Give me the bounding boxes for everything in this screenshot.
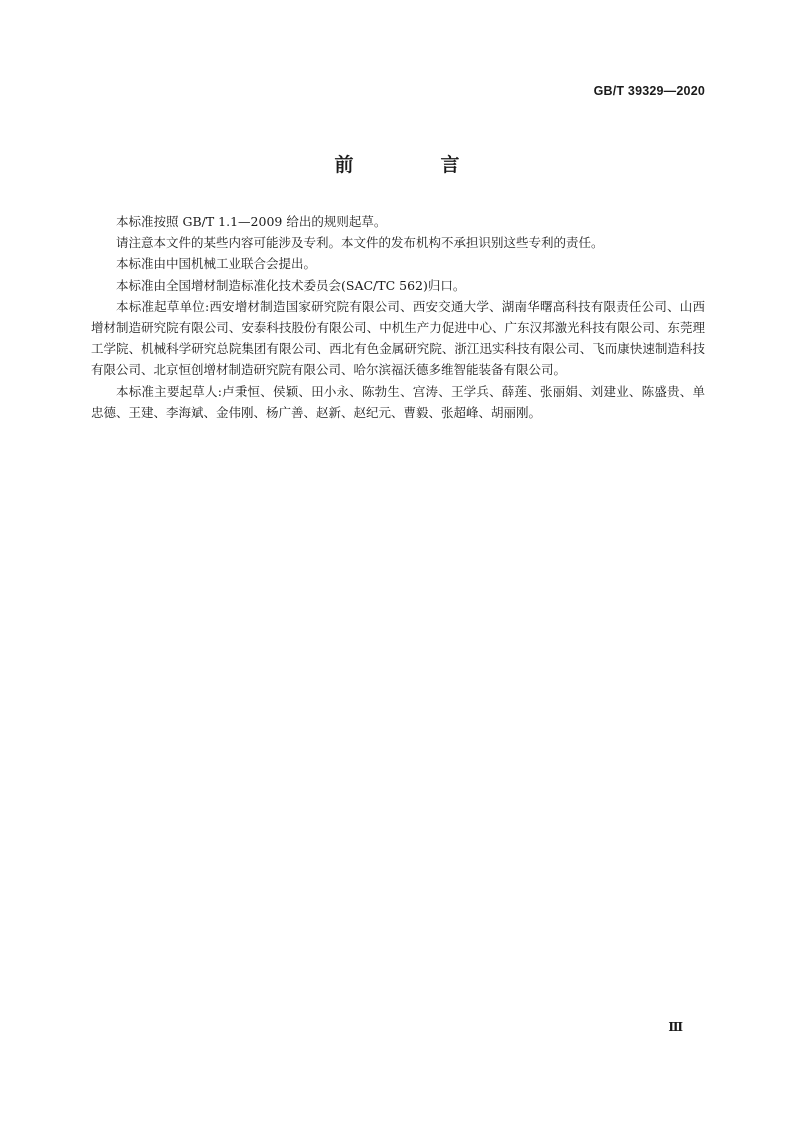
- paragraph-patent-notice: 请注意本文件的某些内容可能涉及专利。本文件的发布机构不承担识别这些专利的责任。: [116, 235, 604, 251]
- standard-code: GB/T 39329—2020: [593, 84, 705, 98]
- paragraph-committee: 本标准由全国增材制造标准化技术委员会(SAC/TC 562)归口。: [116, 277, 466, 293]
- paragraph-proposer: 本标准由中国机械工业联合会提出。: [116, 256, 317, 272]
- foreword-body: [91, 211, 705, 423]
- page-number: Ⅲ: [668, 1020, 683, 1034]
- paragraph-drafting-rules: 本标准按照 GB/T 1.1—2009 给出的规则起草。: [116, 214, 387, 229]
- paragraph-drafting-units: 本标准起草单位:西安增材制造国家研究院有限公司、西安交通大学、湖南华曙高科技有限责任公司、山西增材制造研究院有限公司、安泰科技股份有限公司、中机生产力促进中心、广东汉邦激光科技有限公司、东莞理工学院、机械科学研究总院集团有限公司、西北有色金属研究院、浙江迅实科技有限公司、飞而康快速制造科技有限公司、北京恒创增材制造研究院有限公司、哈尔滨福沃德多维智能装备有限公司。: [91, 298, 705, 378]
- page-title: 前 言: [334, 154, 494, 176]
- paragraph-drafters: 本标准主要起草人:卢秉恒、侯颖、田小永、陈勃生、宫涛、王学兵、薛莲、张丽娟、刘建业、陈盛贵、单忠德、王建、李海斌、金伟刚、杨广善、赵新、赵纪元、曹毅、张超峰、胡丽刚。: [91, 383, 705, 420]
